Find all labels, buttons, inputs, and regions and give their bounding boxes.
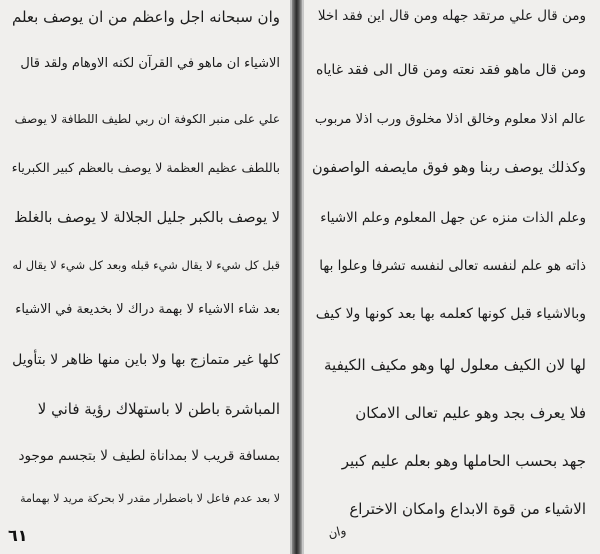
right-page-line-1: ومن قال علي مرتقد جهله ومن قال اين فقد اخلا (317, 8, 586, 24)
right-page-line-3: عالم اذلا معلوم وخالق اذلا مخلوق ورب اذلا مربوب (314, 112, 586, 127)
right-page-line-10: جهد بحسب الحاملها وهو بعلم عليم كبير (341, 452, 586, 470)
right-page-line-6: ذاته هو علم لنفسه تعالى لنفسه تشرفا وعلوا بها (319, 258, 586, 274)
right-page-line-8: لها لان الكيف معلول لها وهو مكيف الكيفية (324, 356, 586, 374)
left-page-line-3: علي على منبر الكوفة ان ربي لطيف اللطافة لا يوصف (14, 112, 280, 126)
right-page-line-7: وبالاشياء قبل كونها كعلمه بها بعد كونها ولا كيف (315, 306, 586, 322)
left-page-line-9: المباشرة باطن لا باستهلاك رؤية فاني لا (37, 400, 280, 418)
left-page-line-10: بمسافة قريب لا بمداناة لطيف لا بتجسم موجود (18, 448, 280, 464)
right-page-line-9: فلا يعرف بجد وهو عليم تعالى الامكان (355, 404, 586, 422)
left-page-line-4: باللطف عظيم العظمة لا يوصف بالعظم كبير الكبرياء (11, 160, 280, 175)
book-gutter (292, 0, 302, 554)
left-page-line-11: لا بعد عدم فاعل لا باضطرار مقدر لا بحركة مريد لا بهمامة (20, 492, 280, 505)
left-page (0, 0, 292, 554)
right-page-line-2: ومن قال ماهو فقد نعته ومن قال الى فقد غاياه (315, 62, 586, 78)
left-page-line-8: كلها غير متمازج بها ولا باين منها ظاهر لا بتأويل (12, 352, 280, 368)
right-page-line-5: وعلم الذات منزه عن جهل المعلوم وعلم الاشياء (320, 210, 586, 226)
right-page-line-11: الاشياء من قوة الابداع وامكان الاختراع (349, 500, 586, 518)
right-page-line-4: وكذلك يوصف ربنا وهو فوق مايصفه الواصفون (312, 160, 586, 176)
left-page-line-2: الاشياء ان ماهو في القرآن لكنه الاوهام ولقد قال (20, 56, 280, 71)
left-page-line-5: لا يوصف بالكبر جليل الجلالة لا يوصف بالغلظ (14, 210, 280, 226)
left-page-line-7: بعد شاء الاشياء لا بهمة دراك لا بخديعة في الاشياء (15, 302, 280, 317)
catchword: وان (326, 523, 348, 541)
right-page (302, 0, 600, 554)
page-number: ٦١ (8, 526, 28, 545)
left-page-line-6: قبل كل شيء لا يقال شيء قبله وبعد كل شيء لا يقال له (12, 258, 280, 272)
left-page-line-1: وان سبحانه اجل واعظم من ان يوصف بعلم (11, 8, 280, 26)
